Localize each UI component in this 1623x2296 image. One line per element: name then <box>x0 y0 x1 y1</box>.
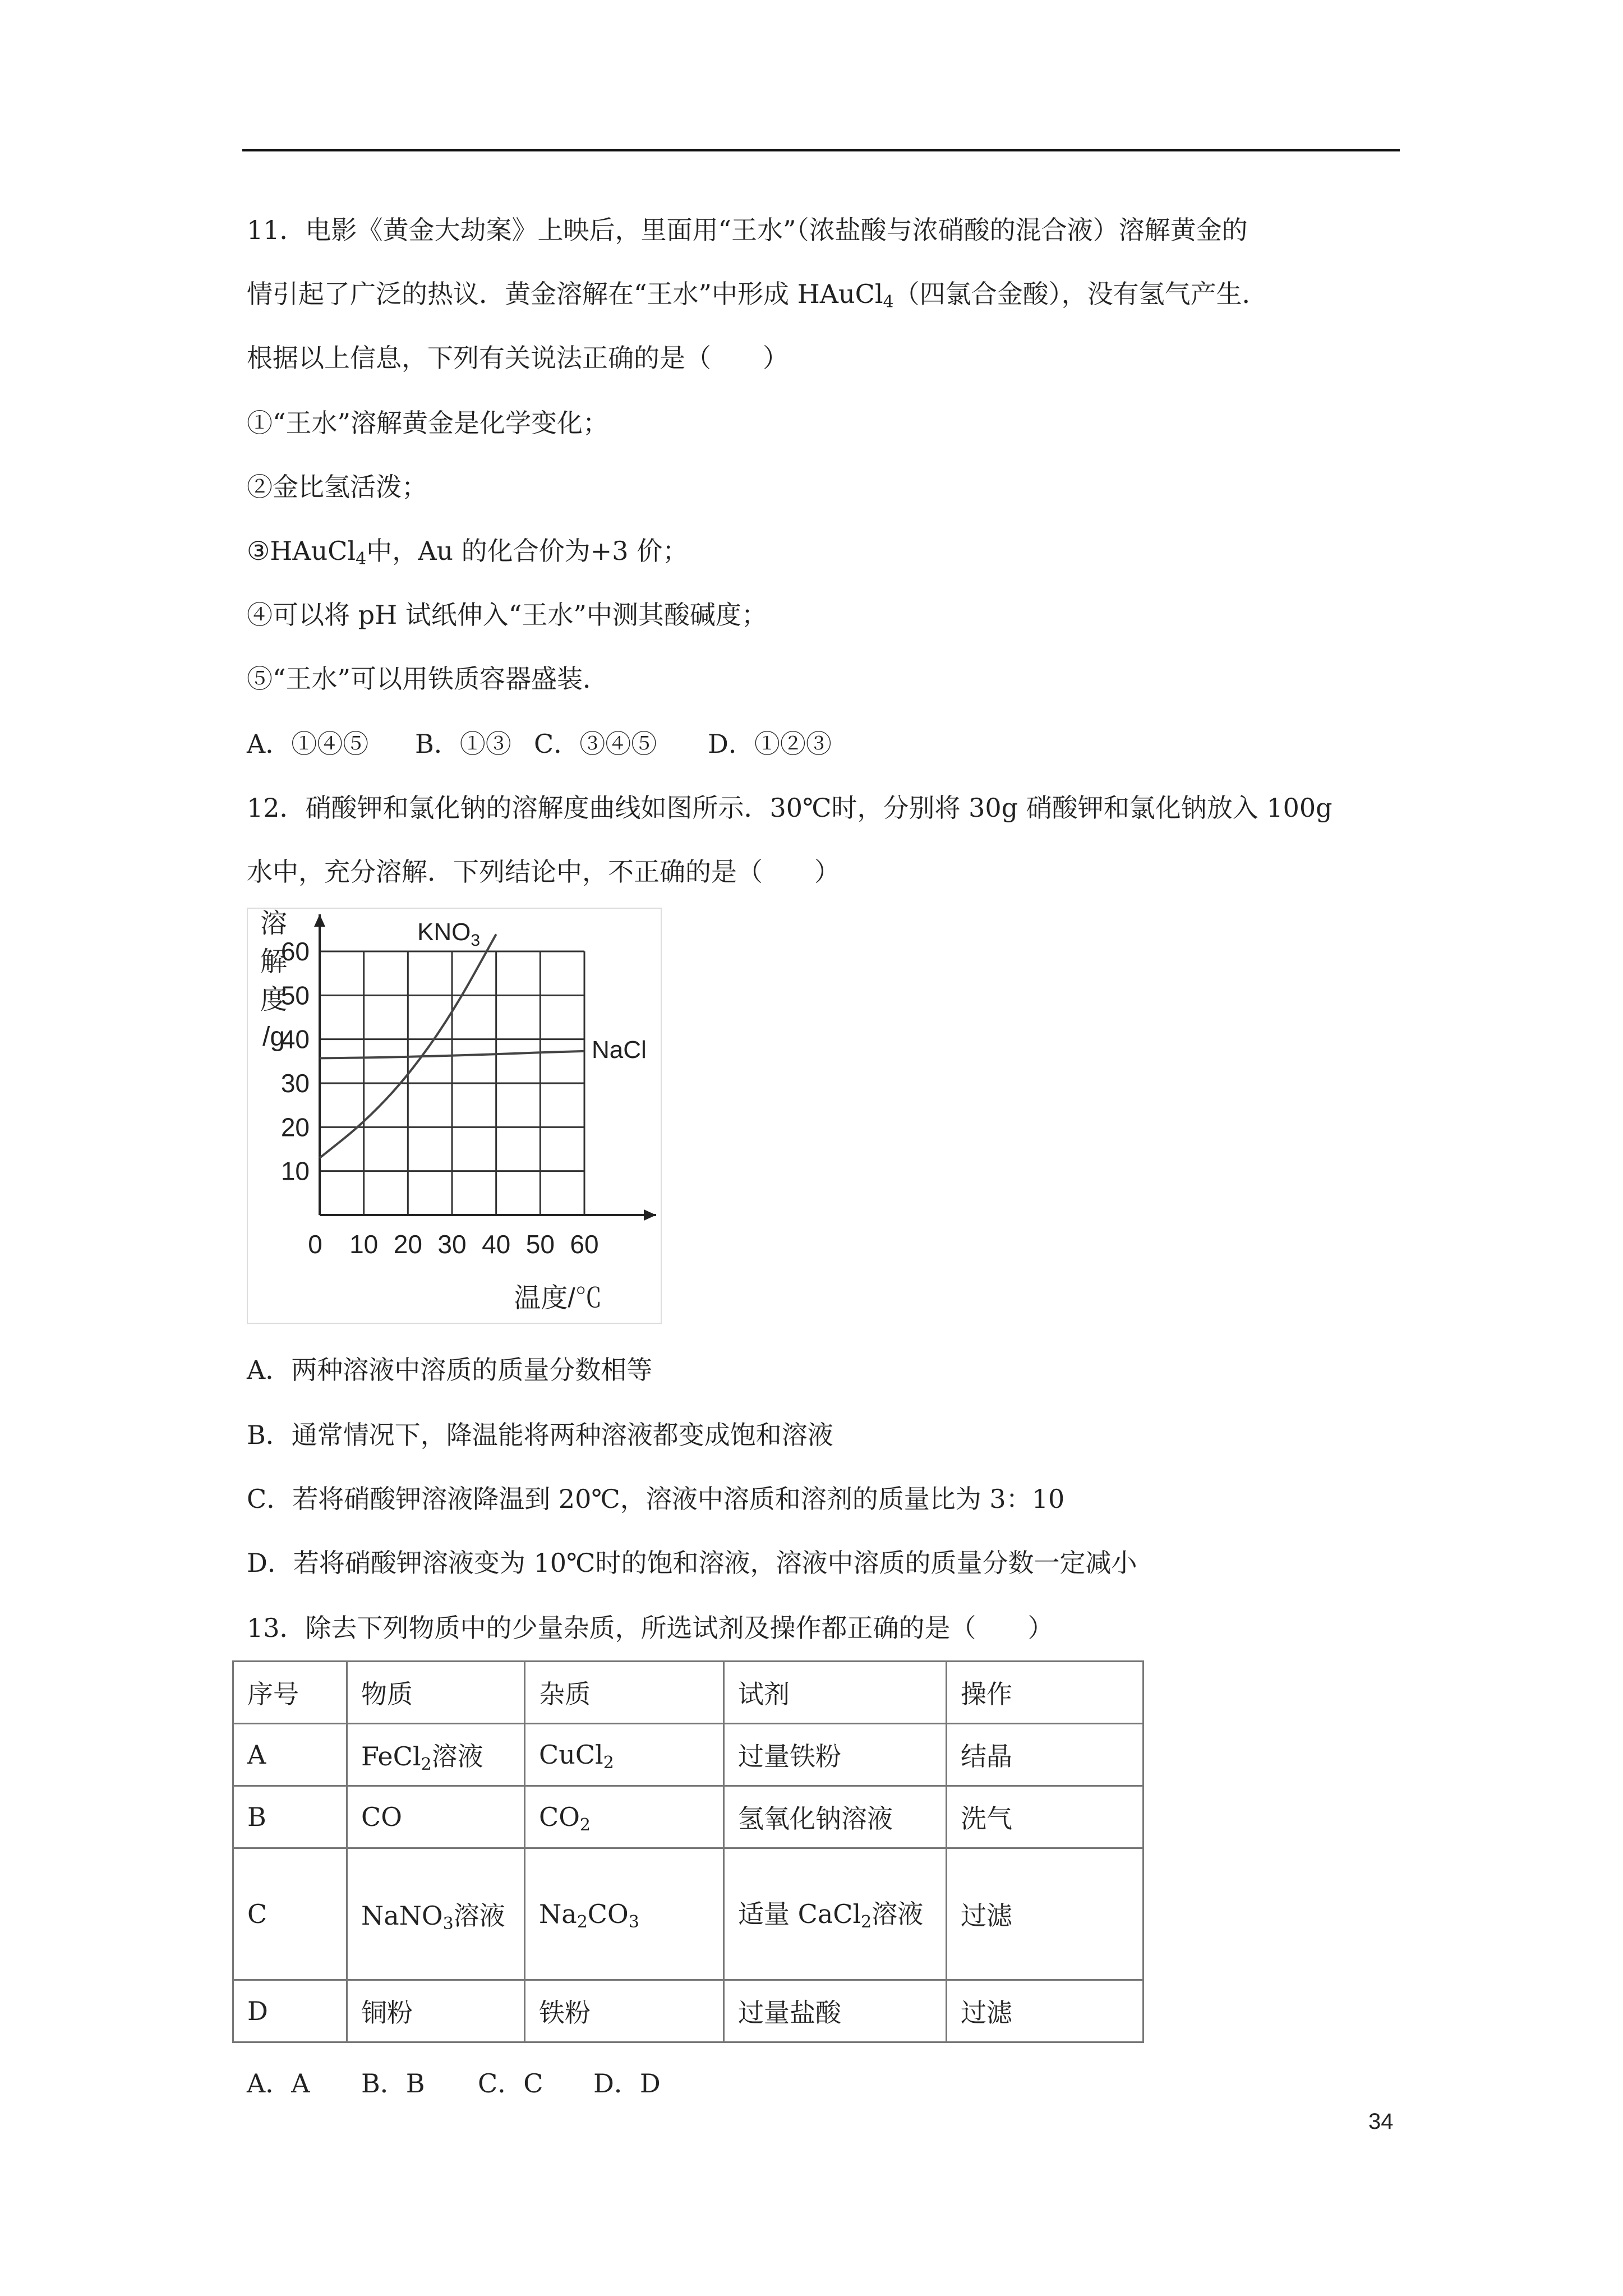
q11-line3: 根据以上信息，下列有关说法正确的是（ ） <box>247 343 789 373</box>
series-label-nacl: NaCl <box>592 1036 647 1064</box>
y-tick-label: 40 <box>280 1024 310 1054</box>
header-cell: 物质 <box>347 1662 525 1724</box>
q12-option-c[interactable]: C．若将硝酸钾溶液降温到 20℃，溶液中溶质和溶剂的质量比为 3：10 <box>247 1484 1065 1514</box>
solubility-chart <box>247 908 662 1324</box>
operation-cell: 结晶 <box>947 1724 1144 1786</box>
row-id: B <box>233 1786 347 1848</box>
q11-option-c[interactable]: C．③④⑤ <box>534 729 657 759</box>
reagent-cell: 过量铁粉 <box>724 1724 947 1786</box>
q12-line2: 水中，充分溶解．下列结论中，不正确的是（ ） <box>247 857 840 887</box>
q12-option-a[interactable]: A．两种溶液中溶质的质量分数相等 <box>247 1355 653 1385</box>
y-tick-label: 60 <box>280 937 310 966</box>
y-tick-label: 30 <box>280 1069 310 1098</box>
header-rule <box>242 149 1400 151</box>
q12-option-d[interactable]: D．若将硝酸钾溶液变为 10℃时的饱和溶液，溶液中溶质的质量分数一定减小 <box>247 1548 1137 1578</box>
y-axis-label-char: 溶 <box>260 909 288 938</box>
x-tick-label: 0 <box>308 1230 322 1259</box>
y-axis-label-char: 解 <box>260 947 288 977</box>
table-row <box>233 1786 1144 1848</box>
operation-cell: 过滤 <box>947 1848 1144 1980</box>
substance-cell: FeCl$_2$溶液 <box>347 1724 525 1786</box>
series-label-subscript: 3 <box>471 931 481 950</box>
table-header-row <box>233 1662 1144 1724</box>
q13-line1: 13．除去下列物质中的少量杂质，所选试剂及操作都正确的是（ ） <box>247 1613 1054 1643</box>
impurity-cell: $Na_2CO_3$ <box>525 1848 724 1980</box>
q12-line1: 12．硝酸钾和氯化钠的溶解度曲线如图所示．30℃时，分别将 30g 硝酸钾和氯化钠放入 100g <box>247 793 1332 823</box>
q11-statement-4: ④可以将 pH 试纸伸入“王水”中测其酸碱度； <box>247 600 767 630</box>
x-axis-label: 温度/℃ <box>514 1283 602 1313</box>
header-cell: 杂质 <box>525 1662 724 1724</box>
impurity-cell: CuCl$_2$ <box>525 1724 724 1786</box>
header-cell: 试剂 <box>724 1662 947 1724</box>
impurity-cell: 铁粉 <box>525 1980 724 2042</box>
y-tick-label: 20 <box>280 1112 310 1142</box>
reagent-cell: 过量盐酸 <box>724 1980 947 2042</box>
q11-option-b[interactable]: B．①③ <box>415 729 511 759</box>
reagent-cell: 氢氧化钠溶液 <box>724 1786 947 1848</box>
q11-statement-3: ③HAuCl$_4$中，Au 的化合价为+3 价； <box>247 536 689 569</box>
x-tick-label: 20 <box>393 1230 422 1259</box>
q11-statement-2: ②金比氢活泼； <box>247 472 427 502</box>
x-tick-label: 40 <box>482 1230 511 1259</box>
x-tick-label: 60 <box>570 1230 599 1259</box>
x-tick-label: 30 <box>437 1230 467 1259</box>
q11-statement-5: ⑤“王水”可以用铁质容器盛装． <box>247 664 609 694</box>
substance-cell: 铜粉 <box>347 1980 525 2042</box>
q11-line1: 11．电影《黄金大劫案》上映后，里面用“王水”（浓盐酸与浓硝酸的混合液）溶解黄金的 <box>247 215 1248 245</box>
x-tick-label: 50 <box>525 1230 555 1259</box>
substance-cell: NaNO$_3$溶液 <box>347 1848 525 1980</box>
substance-cell: CO <box>347 1786 525 1848</box>
operation-cell: 洗气 <box>947 1786 1144 1848</box>
q13-option-a[interactable]: A．A <box>247 2068 310 2099</box>
q11-option-a[interactable]: A．①④⑤ <box>247 729 369 759</box>
y-axis-label-char: /g <box>262 1022 285 1052</box>
row-id: D <box>233 1980 347 2042</box>
row-id: C <box>233 1848 347 1980</box>
q12-option-b[interactable]: B．通常情况下，降温能将两种溶液都变成饱和溶液 <box>247 1420 833 1450</box>
q11-statement-1: ①“王水”溶解黄金是化学变化； <box>247 408 609 438</box>
impurity-cell: $CO_2$ <box>525 1786 724 1848</box>
operation-cell: 过滤 <box>947 1980 1144 2042</box>
q11-line2: 情引起了广泛的热议．黄金溶解在“王水”中形成 HAuCl$_4$（四氯合金酸），没有氢气产生． <box>247 279 1268 312</box>
q13-option-d[interactable]: D．D <box>593 2068 661 2099</box>
header-cell: 序号 <box>233 1662 347 1724</box>
q11-options <box>247 727 832 761</box>
header-cell: 操作 <box>947 1662 1144 1724</box>
q13-options <box>247 2067 661 2100</box>
table-row <box>233 1980 1144 2042</box>
series-label-kno3: $KNO_3$ <box>417 918 481 950</box>
y-axis-label-char: 度 <box>260 985 288 1015</box>
page-number: 34 <box>1368 2109 1394 2134</box>
q13-option-c[interactable]: C．C <box>478 2068 543 2099</box>
y-tick-label: 10 <box>280 1156 310 1186</box>
x-tick-label: 10 <box>349 1230 379 1259</box>
reagent-cell: 适量 CaCl$_2$溶液 <box>724 1848 947 1980</box>
q13-option-b[interactable]: B．B <box>361 2068 425 2099</box>
q11-option-d[interactable]: D．①②③ <box>708 729 832 759</box>
row-id: A <box>233 1724 347 1786</box>
y-tick-label: 50 <box>280 981 310 1010</box>
q13-table <box>232 1660 1144 2043</box>
table-row <box>233 1724 1144 1786</box>
table-row <box>233 1848 1144 1980</box>
